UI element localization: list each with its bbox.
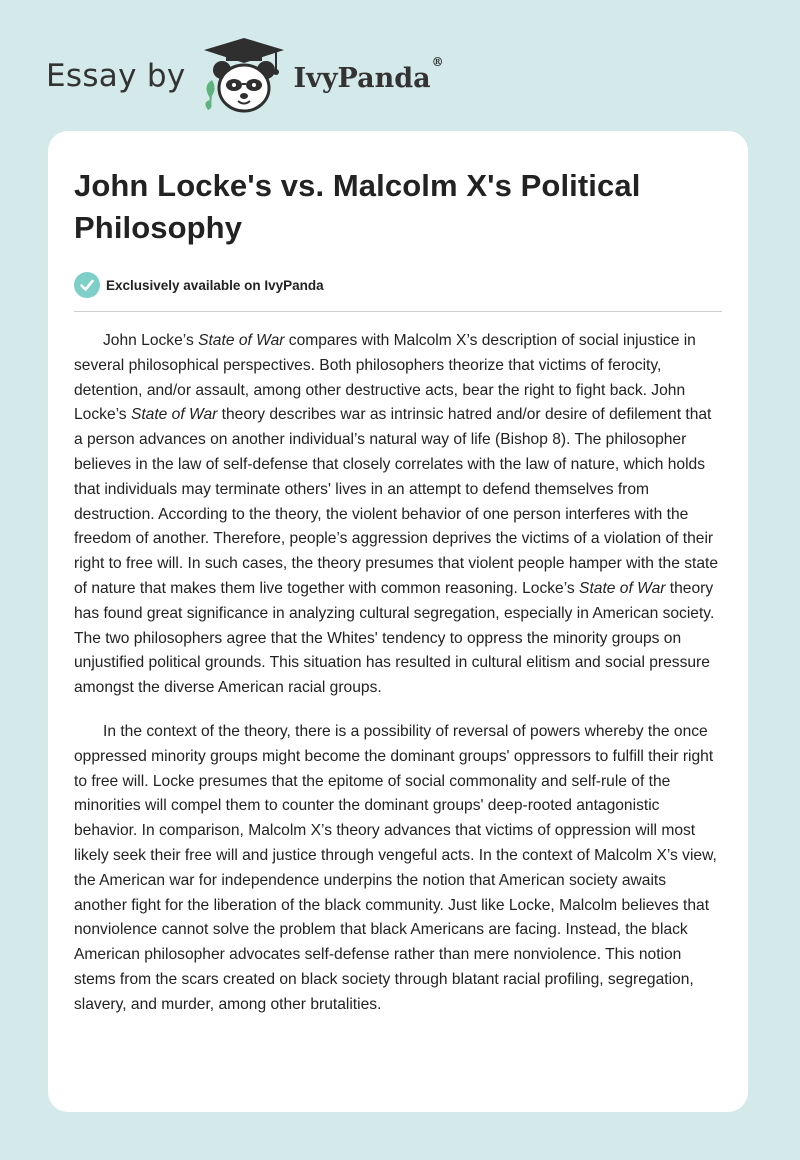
essay-body (74, 329, 722, 1018)
brand-prefix: Essay by (46, 58, 186, 94)
essay-card (48, 131, 748, 1112)
italic-title-text: State of War (579, 579, 666, 597)
panda-graduate-icon[interactable] (200, 36, 288, 116)
paragraph (74, 329, 722, 701)
check-circle-icon (74, 272, 100, 298)
italic-title-text: State of War (198, 332, 285, 349)
paragraph-text: John Locke’s (103, 332, 199, 349)
divider (74, 311, 722, 312)
exclusive-label: Exclusively available on IvyPanda (106, 277, 324, 293)
brand-name (293, 54, 444, 94)
paragraph-text: compares with Malcolm X’s description of social injustice in several philosophical perspectives. Both philosophers theorize that victims of ferocity, detention, and/or assault, among other destructive acts, bear the right to fight back. John Locke’s (74, 332, 696, 424)
paragraph-text: theory has found great significance in analyzing cultural segregation, especially in American society. The two philosophers agree that the Whites' tendency to oppress the minority groups on unjustified political grounds. This situation has resulted in cultural elitism and social pressure amongst the diverse American racial groups. (74, 579, 715, 697)
paragraph (74, 720, 722, 1018)
paragraph-text: theory describes war as intrinsic hatred and/or desire of defilement that a person advances on another individual’s natural way of life (Bishop 8). The philosopher believes in the law of self-defense that closely correlates with the law of nature, which holds that individuals may terminate others' lives in an attempt to defend themselves from destruction. According to the theory, the violent behavior of one person interferes with the freedom of another. Therefore, people’s aggression deprives the victims of a violation of their right to free will. In such cases, the theory presumes that violent people hamper with the state of nature that makes them live together with common reasoning. Locke’s (74, 406, 719, 597)
brand-name-text: IvyPanda (293, 62, 431, 94)
page-title: John Locke's vs. Malcolm X's Political Philosophy (74, 168, 641, 245)
paragraph-text: In the context of the theory, there is a possibility of reversal of powers whereby the once oppressed minority groups might become the dominant groups' oppressors to fulfill their right to free will. Locke presumes that the epitome of social commonality and self-rule of the minorities will compel them to counter the dominant groups' deep-rooted antagonistic behavior. In comparison, Malcolm X’s theory advances that victims of oppression will most likely seek their free will and justice through vengeful acts. In the context of Malcolm X’s view, the American war for independence underpins the notion that American society awaits another fight for the liberation of the black community. Just like Locke, Malcolm believes that nonviolence cannot solve the problem that black Americans are facing. Instead, the black American philosopher advocates self-defense rather than mere nonviolence. This notion stems from the scars created on black society through blatant racial profiling, segregation, slavery, and murder, among other brutalities. (74, 722, 717, 1013)
registered-mark: ® (431, 54, 444, 69)
brand-header (46, 36, 444, 116)
italic-title-text: State of War (130, 406, 218, 424)
exclusive-badge (74, 271, 722, 299)
